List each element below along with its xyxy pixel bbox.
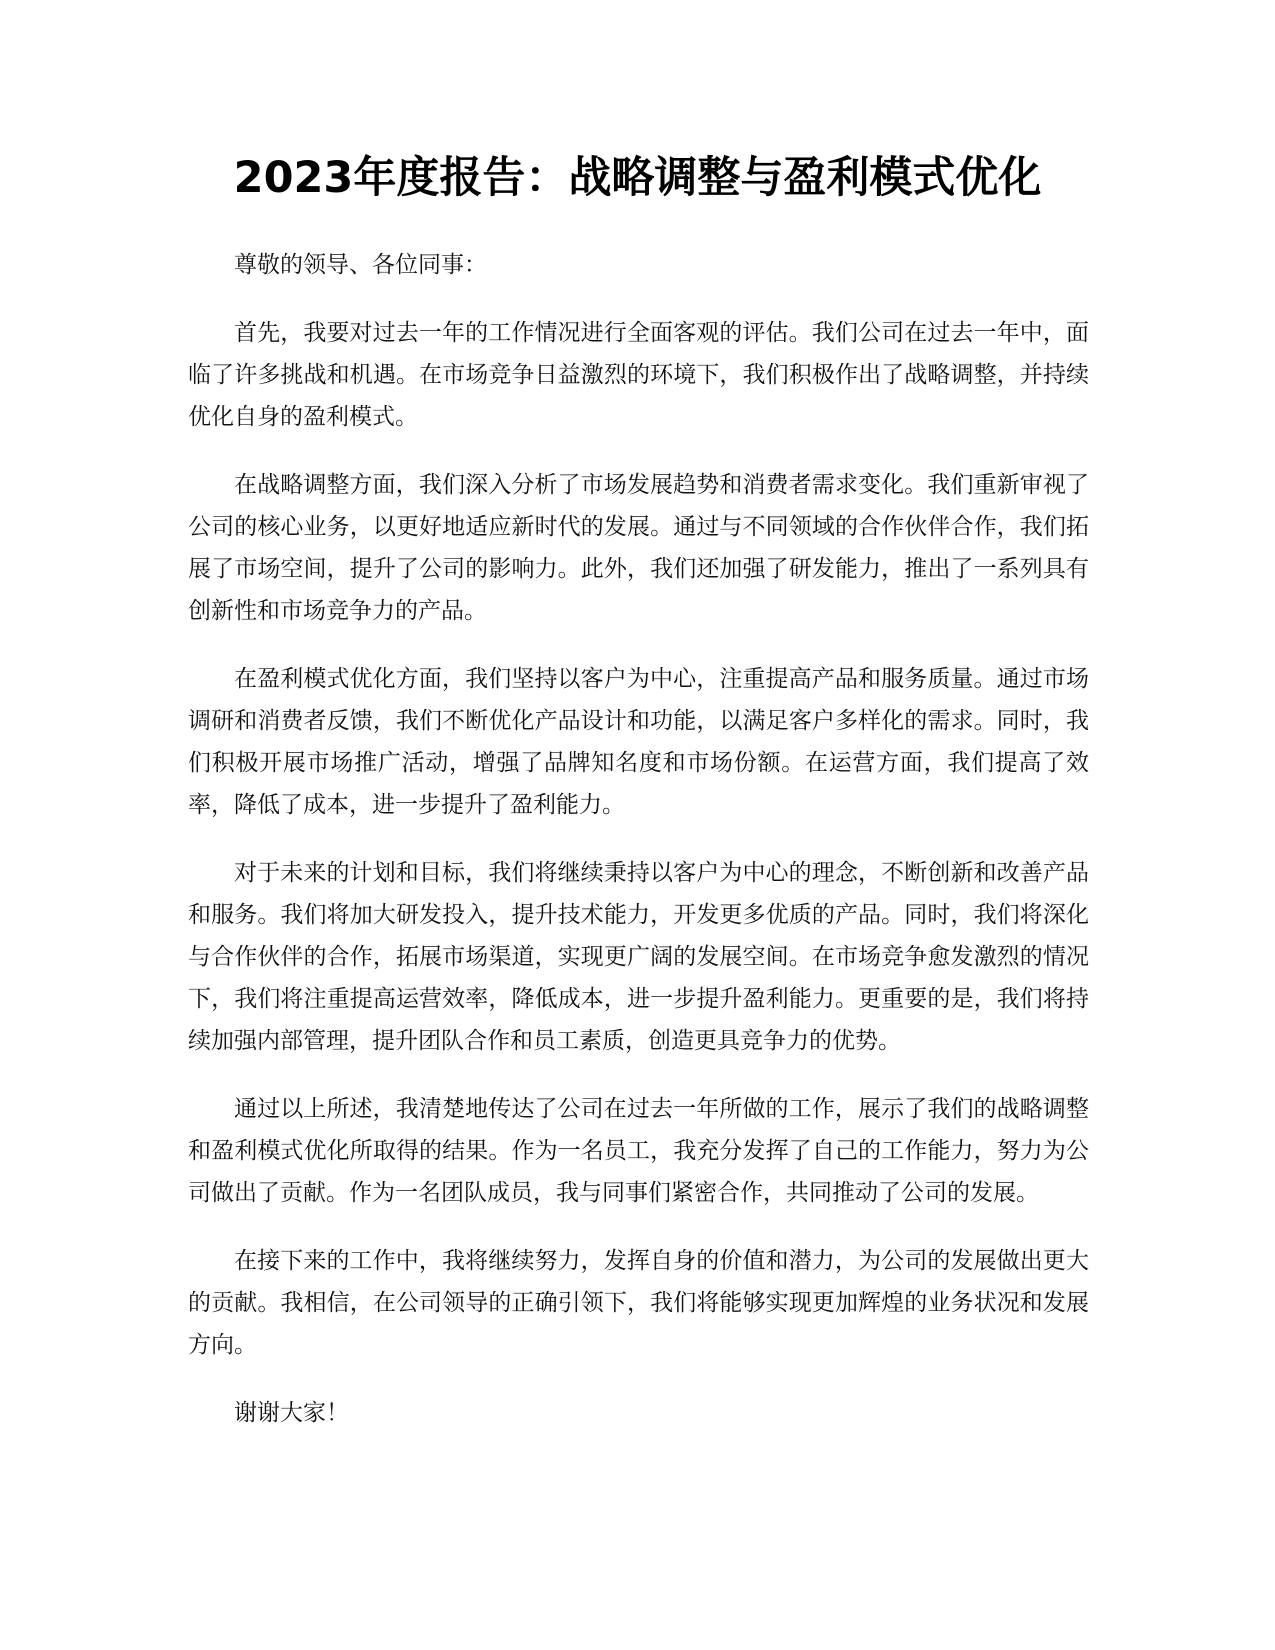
paragraph-2: 在战略调整方面，我们深入分析了市场发展趋势和消费者需求变化。我们重新审视了公司的核心业务，以更好地适应新时代的发展。通过与不同领域的合作伙伴合作，我们拓展了市场空间，提升了公司的影响力。此外，我们还加强了研发能力，推出了一系列具有创新性和市场竞争力的产品。 (188, 472, 1089, 624)
document-title: 2023年度报告：战略调整与盈利模式优化 (233, 153, 1042, 203)
paragraph-1: 首先，我要对过去一年的工作情况进行全面客观的评估。我们公司在过去一年中，面临了许多挑战和机遇。在市场竞争日益激烈的环境下，我们积极作出了战略调整，并持续优化自身的盈利模式。 (188, 320, 1089, 430)
document-body (188, 244, 1089, 1460)
salutation: 尊敬的领导、各位同事： (234, 252, 487, 278)
paragraph-4: 对于未来的计划和目标，我们将继续秉持以客户为中心的理念，不断创新和改善产品和服务。我们将加大研发投入，提升技术能力，开发更多优质的产品。同时，我们将深化与合作伙伴的合作，拓展市场渠道，实现更广阔的发展空间。在市场竞争愈发激烈的情况下，我们将注重提高运营效率，降低成本，进一步提升盈利能力。更重要的是，我们将持续加强内部管理，提升团队合作和员工素质，创造更具竞争力的优势。 (188, 860, 1089, 1054)
paragraph-3: 在盈利模式优化方面，我们坚持以客户为中心，注重提高产品和服务质量。通过市场调研和消费者反馈，我们不断优化产品设计和功能，以满足客户多样化的需求。同时，我们积极开展市场推广活动，增强了品牌知名度和市场份额。在运营方面，我们提高了效率，降低了成本，进一步提升了盈利能力。 (188, 666, 1089, 818)
closing: 谢谢大家！ (234, 1400, 349, 1426)
paragraph-6: 在接下来的工作中，我将继续努力，发挥自身的价值和潜力，为公司的发展做出更大的贡献。我相信，在公司领导的正确引领下，我们将能够实现更加辉煌的业务状况和发展方向。 (188, 1248, 1089, 1358)
paragraph-5: 通过以上所述，我清楚地传达了公司在过去一年所做的工作，展示了我们的战略调整和盈利模式优化所取得的结果。作为一名员工，我充分发挥了自己的工作能力，努力为公司做出了贡献。作为一名团队成员，我与同事们紧密合作，共同推动了公司的发展。 (188, 1096, 1089, 1206)
